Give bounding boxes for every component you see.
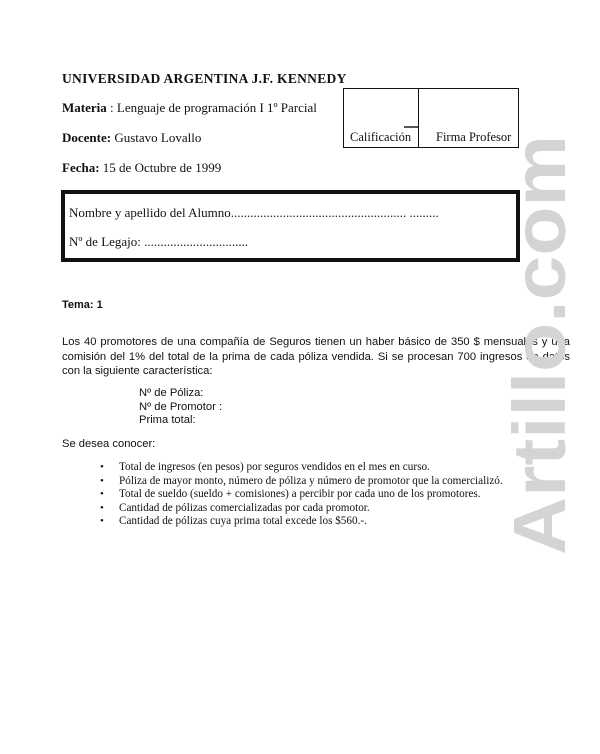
fecha-value: 15 de Octubre de 1999 [99, 160, 222, 175]
data-fields-list [139, 387, 222, 428]
field-promotor: Nº de Promotor : [139, 400, 223, 413]
bullet-icon: • [100, 474, 104, 487]
grade-box-divider [418, 89, 419, 147]
watermark-svg [505, 135, 585, 560]
student-info-box [62, 191, 519, 261]
se-desea-conocer: Se desea conocer: [62, 438, 156, 450]
materia-value: : Lenguaje de programación I 1º Parcial [106, 100, 317, 115]
tema-heading: Tema: 1 [62, 299, 103, 311]
field-prima: Prima total: [139, 414, 196, 426]
docente-value: Gustavo Lovallo [111, 130, 202, 145]
bullet-icon: • [100, 501, 104, 514]
calificacion-caption: Calificación [350, 130, 412, 144]
docente-label: Docente: [62, 130, 112, 145]
fecha-line [62, 160, 221, 176]
bullet-icon: • [100, 461, 104, 473]
scan-speck [404, 126, 418, 128]
list-item: • Cantidad de pólizas cuya prima total excede los $560.-. [100, 515, 367, 528]
list-item: • Total de ingresos (en pesos) por seguros vendidos en el mes en curso. [100, 461, 430, 473]
materia-line [62, 100, 317, 116]
bullet-icon: • [100, 488, 104, 501]
requirements-list [100, 461, 503, 529]
docente-line [62, 130, 201, 146]
field-poliza: Nº de Póliza: [139, 387, 204, 399]
list-item: • Total de sueldo (sueldo + comisiones) a percibir por cada uno de los promotores. [100, 488, 481, 501]
fecha-label: Fecha: [62, 160, 100, 175]
grade-box [343, 88, 519, 148]
watermark-logo [505, 135, 585, 560]
list-item: • Póliza de mayor monto, número de póliza y número de promotor que la comercializó. [100, 474, 503, 487]
problem-paragraph: Los 40 promotores de una compañía de Seguros tienen un haber básico de 350 $ mensuales y una comisión del 1% del total de la prima de cada póliza vendida. Si se procesan 700 ingresos de datos con la siguiente característica: [62, 336, 570, 377]
student-name-line[interactable]: Nombre y apellido del Alumno...................................................... ......... [69, 205, 439, 220]
university-title: UNIVERSIDAD ARGENTINA J.F. KENNEDY [62, 71, 347, 86]
watermark-text: Artillo.com [505, 168, 581, 555]
student-legajo-line[interactable]: Nº de Legajo: ................................ [69, 234, 249, 249]
bullet-icon: • [100, 515, 104, 528]
grade-box-caption-row [344, 123, 518, 124]
firma-profesor-caption: Firma Profesor [436, 130, 512, 144]
list-item: • Cantidad de pólizas comercializadas por cada promotor. [100, 501, 370, 514]
materia-label: Materia [62, 100, 107, 115]
